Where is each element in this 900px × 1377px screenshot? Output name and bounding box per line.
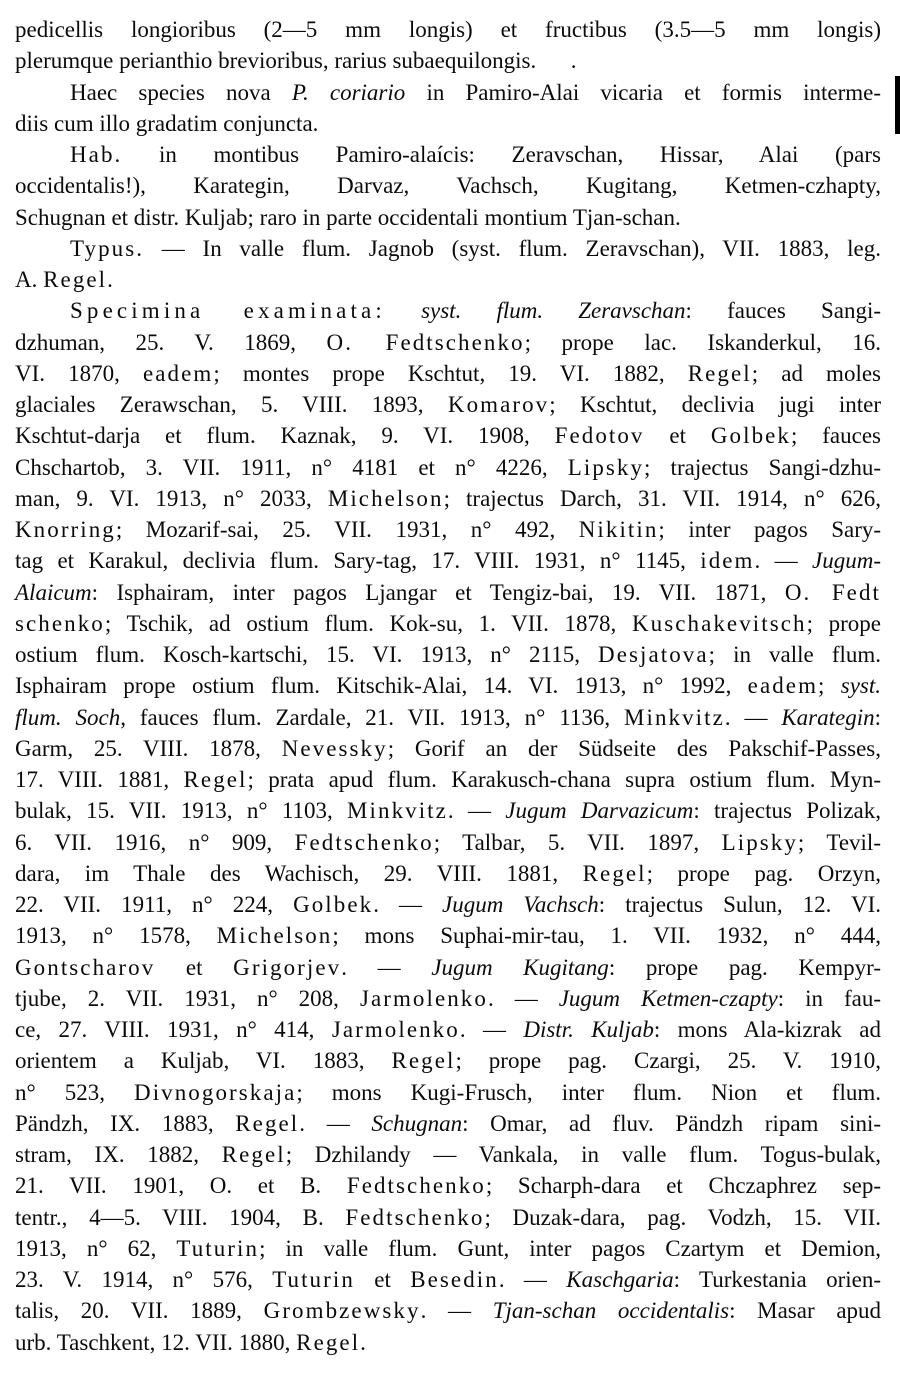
text-segment: ; prope lac. Iskanderkul, 16. — [524, 329, 881, 355]
text-segment: 6. VII. 1916, n° 909, — [15, 829, 295, 855]
text-segment: diis cum illo gradatim conjuncta. — [15, 110, 319, 136]
text-segment: Isphairam prope ostium flum. Kitschik-Alai, 14. VI. 1913, n° 1992, — [15, 673, 748, 699]
letterspaced-name: Golbek — [710, 423, 791, 449]
letterspaced-name: Regel — [391, 1048, 456, 1074]
letterspaced-name: eadem — [143, 360, 214, 386]
italic-segment: Alaicum — [15, 579, 92, 605]
text-segment: ; prope pag. Czargi, 25. V. 1910, — [455, 1048, 881, 1074]
text-line — [15, 827, 881, 858]
letterspaced-name: Nikitin — [578, 517, 659, 542]
text-segment: ; — [818, 673, 841, 699]
text-line — [15, 1139, 881, 1170]
letterspaced-name: Regel — [221, 1142, 286, 1167]
text-line — [15, 483, 881, 514]
text-segment: . — — [498, 1267, 567, 1292]
text-segment: Pändzh, IX. 1883, — [15, 1110, 236, 1136]
text-line — [15, 702, 881, 733]
italic-segment: Jugum Kugitang — [431, 954, 609, 980]
text-segment: urb. Taschkent, 12. VII. 1880, — [15, 1329, 297, 1355]
letterspaced-name: Fedtschenko — [294, 829, 434, 855]
text-line — [15, 577, 881, 608]
italic-segment: P. coriario — [291, 79, 406, 105]
text-line — [15, 420, 881, 451]
letterspaced-name: Minkvitz — [623, 704, 725, 730]
letterspaced-name: Desjatova — [598, 642, 709, 667]
text-line — [15, 202, 881, 233]
italic-segment: syst. — [840, 673, 881, 699]
text-segment: tjube, 2. VII. 1931, n° 208, — [15, 985, 360, 1011]
italic-segment: flum. Soch — [15, 704, 121, 730]
text-line — [15, 733, 881, 764]
text-segment: : prope pag. Kempyr- — [608, 954, 881, 980]
text-line — [15, 1108, 881, 1139]
text-segment: ; fauces — [791, 423, 881, 449]
text-segment: stram, IX. 1882, — [15, 1142, 222, 1167]
text-line — [15, 1233, 881, 1264]
text-line — [15, 1295, 881, 1326]
text-segment: Kschtut-darja et flum. Kaznak, 9. VI. 1908, — [15, 423, 555, 449]
text-segment: Schugnan et distr. Kuljab; raro in parte occidentali montium Tjan-schan. — [15, 204, 681, 230]
text-segment: ; in valle flum. — [708, 642, 882, 667]
letterspaced-name: Lipsky — [567, 454, 645, 480]
text-segment: et — [644, 423, 711, 449]
letterspaced-heading: Specimina examinata: — [70, 298, 386, 324]
scan-artifact-bar — [895, 76, 900, 134]
text-segment: : trajectus Polizak, — [693, 798, 881, 824]
text-segment: ; prata apud flum. Karakusch-chana supra ostium flum. Myn- — [247, 767, 881, 792]
text-segment: occidentalis!), Karategin, Darvaz, Vachsch, Kugitang, Ketmen-czhapty, — [15, 173, 881, 199]
letterspaced-name: Regel — [183, 767, 248, 792]
text-line — [15, 1014, 881, 1045]
text-segment: ce, 27. VIII. 1931, n° 414, — [15, 1017, 332, 1042]
text-segment: : in fau- — [777, 985, 882, 1011]
text-line — [15, 514, 881, 545]
letterspaced-name: eadem — [747, 673, 819, 699]
italic-segment: Karategin — [781, 704, 875, 730]
text-segment: — In valle flum. Jagnob (syst. flum. Zeravschan), VII. 1883, leg. — [144, 235, 881, 261]
text-segment: ; Mozarif-sai, 25. VII. 1931, n° 492, — [115, 517, 579, 542]
text-line — [15, 358, 881, 389]
letterspaced-name: Besedin — [410, 1267, 499, 1292]
letterspaced-name: Divnogorskaja — [134, 1079, 297, 1105]
text-segment: in Pamiro-Alai vicaria et formis interme- — [405, 79, 881, 105]
text-line — [15, 545, 881, 576]
text-line — [15, 170, 881, 201]
text-segment: ; trajectus Sangi-dzhu- — [644, 454, 881, 480]
text-segment: ; Kschtut, declivia jugi inter — [549, 392, 881, 417]
text-segment: 21. VII. 1901, O. et B. — [15, 1173, 347, 1199]
letterspaced-name: Jarmolenko — [331, 1017, 460, 1042]
text-line — [15, 139, 881, 170]
letterspaced-name: Fedotov — [554, 423, 645, 449]
text-segment: Haec species nova — [70, 79, 292, 105]
text-segment: talis, 20. VII. 1889, — [15, 1298, 264, 1324]
text-line — [15, 920, 881, 951]
text-segment: dzhuman, 25. V. 1869, — [15, 329, 327, 355]
text-line — [15, 983, 881, 1014]
text-segment: 23. V. 1914, n° 576, — [15, 1267, 273, 1292]
italic-segment: Jugum Vachsch — [442, 892, 599, 917]
text-segment: ostium flum. Kosch-kartschi, 15. VI. 1913, n° 2115, — [15, 642, 599, 667]
text-line — [15, 452, 881, 483]
text-segment: n° 523, — [15, 1079, 135, 1105]
text-segment: VI. 1870, — [15, 360, 143, 386]
text-block — [15, 14, 881, 1358]
text-line — [15, 1327, 881, 1358]
text-segment: . — [360, 1329, 366, 1355]
text-segment: . — — [487, 985, 559, 1011]
text-segment: : trajectus Sulun, 12. VI. — [598, 892, 882, 917]
letterspaced-name: Nevessky — [281, 735, 388, 761]
text-segment: glaciales Zerawschan, 5. VIII. 1893, — [15, 392, 448, 417]
letterspaced-name: Regel — [235, 1110, 300, 1136]
text-segment: . — — [341, 954, 432, 980]
text-segment: Chschartob, 3. VII. 1911, n° 4181 et n° 4226, — [15, 454, 568, 480]
text-segment: in montibus Pamiro-alaícis: Zeravschan, Hissar, Alai (pars — [122, 142, 881, 167]
text-segment: ; mons Suphai-mir-tau, 1. VII. 1932, n° 444, — [332, 923, 881, 949]
text-line — [15, 389, 881, 420]
italic-segment: Schugnan — [371, 1110, 463, 1136]
text-line — [15, 77, 881, 108]
text-segment: pedicellis longioribus (2—5 mm longis) et fructibus (3.5—5 mm longis) — [15, 17, 881, 42]
italic-segment: Jugum Ketmen-czapty — [558, 985, 778, 1011]
letterspaced-name: Grigorjev — [233, 954, 342, 980]
letterspaced-name: Grombzewsky — [263, 1298, 421, 1324]
letterspaced-name: Tuturin — [272, 1267, 355, 1292]
text-segment: 17. VIII. 1881, — [15, 767, 184, 792]
letterspaced-name: Komarov — [447, 392, 550, 417]
text-segment: . — — [724, 704, 782, 730]
text-line — [15, 639, 881, 670]
text-line — [15, 1077, 881, 1108]
text-line — [15, 858, 881, 889]
letterspaced-name: O. Fedt — [784, 579, 881, 605]
text-line — [15, 264, 881, 295]
letterspaced-name: Regel — [687, 360, 752, 386]
text-line — [15, 1170, 881, 1201]
text-segment: ; prope pag. Orzyn, — [646, 860, 882, 886]
letterspaced-name: O. Fedtschenko — [326, 329, 525, 355]
text-segment: tag et Karakul, declivia flum. Sary-tag, 17. VIII. 1931, n° 1145, — [15, 548, 701, 574]
letterspaced-name: Michelson — [327, 485, 444, 511]
text-segment: : Masar apud — [729, 1298, 882, 1324]
text-segment: : Omar, ad fluv. Pändzh ripam sini- — [462, 1110, 881, 1136]
text-segment: man, 9. VI. 1913, n° 2033, — [15, 485, 328, 511]
letterspaced-name: schenko — [15, 610, 105, 636]
letterspaced-name: Regel — [582, 860, 647, 886]
text-line — [15, 952, 881, 983]
text-segment: 22. VII. 1911, n° 224, — [15, 892, 294, 917]
italic-segment: Jugum- — [812, 548, 882, 574]
text-segment: , fauces flum. Zardale, 21. VII. 1913, n° 1136, — [120, 704, 624, 730]
text-segment: ; Duzak-dara, pag. Vodzh, 15. VII. — [484, 1204, 881, 1230]
text-segment: : — [874, 704, 881, 730]
text-segment: : Turkestania orien- — [673, 1267, 881, 1292]
letterspaced-name: idem — [700, 548, 755, 574]
text-segment: ; Talbar, 5. VII. 1897, — [433, 829, 722, 855]
text-segment: plerumque perianthio brevioribus, rarius subaequilongis. . — [15, 48, 577, 74]
text-line — [15, 108, 881, 139]
text-segment: ; Scharph-dara et Chczaphrez sep- — [485, 1173, 882, 1199]
letterspaced-name: Tuturin — [176, 1235, 260, 1261]
text-segment: ; Tschik, ad ostium flum. Kok-su, 1. VII. 1878, — [104, 610, 632, 636]
italic-segment: syst. flum. Zeravschan — [421, 298, 686, 324]
text-line — [15, 45, 881, 76]
text-segment: et — [354, 1267, 411, 1292]
letterspaced-name: Golbek — [293, 892, 374, 917]
text-segment: 1913, n° 1578, — [15, 923, 217, 949]
text-line — [15, 889, 881, 920]
text-segment: : fauces Sangi- — [685, 298, 881, 324]
letterspaced-name: Gontscharov — [15, 954, 156, 980]
letterspaced-name: Regel — [296, 1329, 361, 1355]
text-line — [15, 14, 881, 45]
text-segment: tentr., 4—5. VIII. 1904, B. — [15, 1204, 346, 1230]
letterspaced-name: Hab. — [70, 142, 123, 167]
text-line — [15, 670, 881, 701]
text-segment: ; trajectus Darch, 31. VII. 1914, n° 626, — [443, 485, 881, 511]
letterspaced-name: Regel. — [43, 267, 115, 292]
text-line — [15, 327, 881, 358]
text-segment: ; Gorif an der Südseite des Pakschif-Passes, — [387, 735, 881, 761]
letterspaced-name: Fedtschenko — [346, 1173, 486, 1199]
text-segment: dara, im Thale des Wachisch, 29. VIII. 1881, — [15, 860, 583, 886]
text-line — [15, 1202, 881, 1233]
letterspaced-name: Kuschakevitsch — [631, 610, 807, 636]
text-segment: ; prope — [806, 610, 881, 636]
text-segment: A. — [15, 267, 44, 292]
text-segment — [386, 298, 421, 323]
text-line — [15, 295, 881, 326]
text-segment: . — — [420, 1298, 493, 1324]
text-segment: ; in valle flum. Gunt, inter pagos Czartym et Demion, — [259, 1235, 881, 1261]
text-segment: Garm, 25. VIII. 1878, — [15, 735, 282, 761]
text-line — [15, 795, 881, 826]
text-segment: : mons Ala-kizrak ad — [653, 1017, 881, 1042]
letterspaced-name: Knorring — [15, 517, 116, 542]
text-segment: . — — [299, 1110, 372, 1136]
italic-segment: Kaschgaria — [566, 1267, 674, 1292]
letterspaced-name: Jarmolenko — [359, 985, 488, 1011]
letterspaced-name: Typus. — [70, 235, 145, 261]
text-segment: . — — [447, 798, 506, 824]
text-segment: 1913, n° 62, — [15, 1235, 177, 1261]
letterspaced-name: Lipsky — [721, 829, 798, 855]
text-line — [15, 608, 881, 639]
text-segment: ; Dzhilandy — Vankala, in valle flum. Togus-bulak, — [285, 1142, 881, 1167]
text-segment: bulak, 15. VII. 1913, n° 1103, — [15, 798, 348, 824]
text-segment: ; inter pagos Sary- — [658, 517, 882, 542]
letterspaced-name: Minkvitz — [347, 798, 448, 824]
text-segment: ; ad moles — [751, 360, 881, 386]
italic-segment: Jugum Darvazicum — [505, 798, 694, 824]
text-line — [15, 1264, 881, 1295]
text-segment: ; Tevil- — [797, 829, 881, 855]
text-line — [15, 1045, 881, 1076]
italic-segment: Distr. Kuljab — [523, 1017, 654, 1042]
letterspaced-name: Fedtschenko — [345, 1204, 485, 1230]
text-segment: ; mons Kugi-Frusch, inter flum. Nion et flum. — [296, 1079, 881, 1105]
text-line — [15, 764, 881, 795]
text-segment: et — [155, 954, 234, 980]
text-segment: . — — [373, 892, 443, 917]
text-line — [15, 233, 881, 264]
letterspaced-name: Michelson — [216, 923, 333, 949]
text-segment: . — — [459, 1017, 524, 1042]
text-segment: orientem a Kuljab, VI. 1883, — [15, 1048, 392, 1074]
text-segment: ; montes prope Kschtut, 19. VI. 1882, — [213, 360, 688, 386]
text-segment: : Isphairam, inter pagos Ljangar et Tengiz-bai, 19. VII. 1871, — [91, 579, 785, 605]
text-segment: . — — [754, 548, 813, 574]
italic-segment: Tjan-schan occidentalis — [492, 1298, 730, 1324]
